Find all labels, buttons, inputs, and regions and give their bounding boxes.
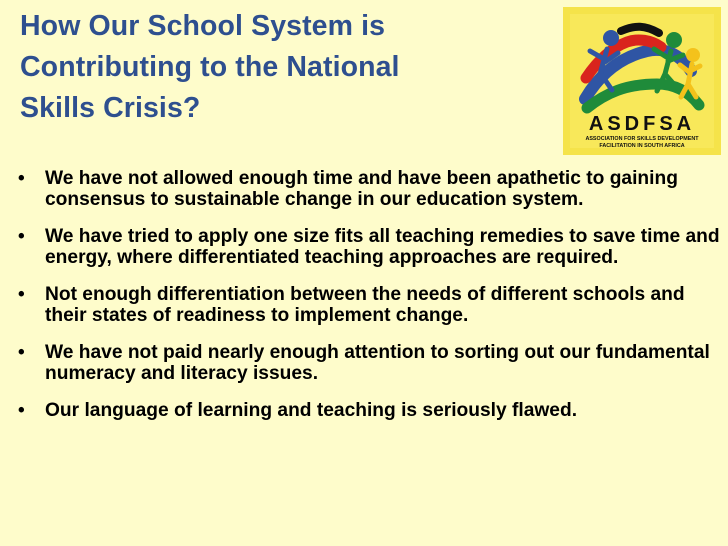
- bullet-marker: •: [18, 342, 25, 363]
- logo-tagline-line-2: FACILITATION IN SOUTH AFRICA: [599, 143, 685, 149]
- logo-tagline-line-1: ASSOCIATION FOR SKILLS DEVELOPMENT: [585, 136, 699, 142]
- bullet-item: [18, 342, 720, 384]
- bullet-marker: •: [18, 400, 25, 421]
- logo-name: ASDFSA: [588, 113, 696, 135]
- bullet-marker: •: [18, 168, 25, 189]
- bullet-marker: •: [18, 284, 25, 305]
- figure-head-blue: [603, 30, 619, 46]
- bullet-item: [18, 168, 720, 210]
- asdfsa-logo: [563, 7, 721, 155]
- bullet-text: We have not allowed enough time and have been apathetic to gaining consensus to sustainable change in our education system.: [45, 168, 678, 210]
- bullet-text: Not enough differentiation between the needs of different schools and their states of readiness to implement change.: [45, 284, 685, 326]
- bullet-marker: •: [18, 226, 25, 247]
- bullet-text: Our language of learning and teaching is seriously flawed.: [45, 400, 578, 421]
- bullet-text: We have not paid nearly enough attention to sorting out our fundamental numeracy and literacy issues.: [45, 342, 710, 384]
- slide-title: How Our School System is Contributing to the National Skills Crisis?: [20, 10, 400, 124]
- figure-head-yellow: [686, 48, 700, 62]
- bullet-item: [18, 284, 720, 326]
- bullet-list: [18, 168, 720, 437]
- bullet-text: We have tried to apply one size fits all teaching remedies to save time and energy, where differentiated teaching approaches are required.: [45, 226, 720, 268]
- bullet-item: [18, 400, 720, 421]
- figure-head-green: [666, 32, 682, 48]
- bullet-item: [18, 226, 720, 268]
